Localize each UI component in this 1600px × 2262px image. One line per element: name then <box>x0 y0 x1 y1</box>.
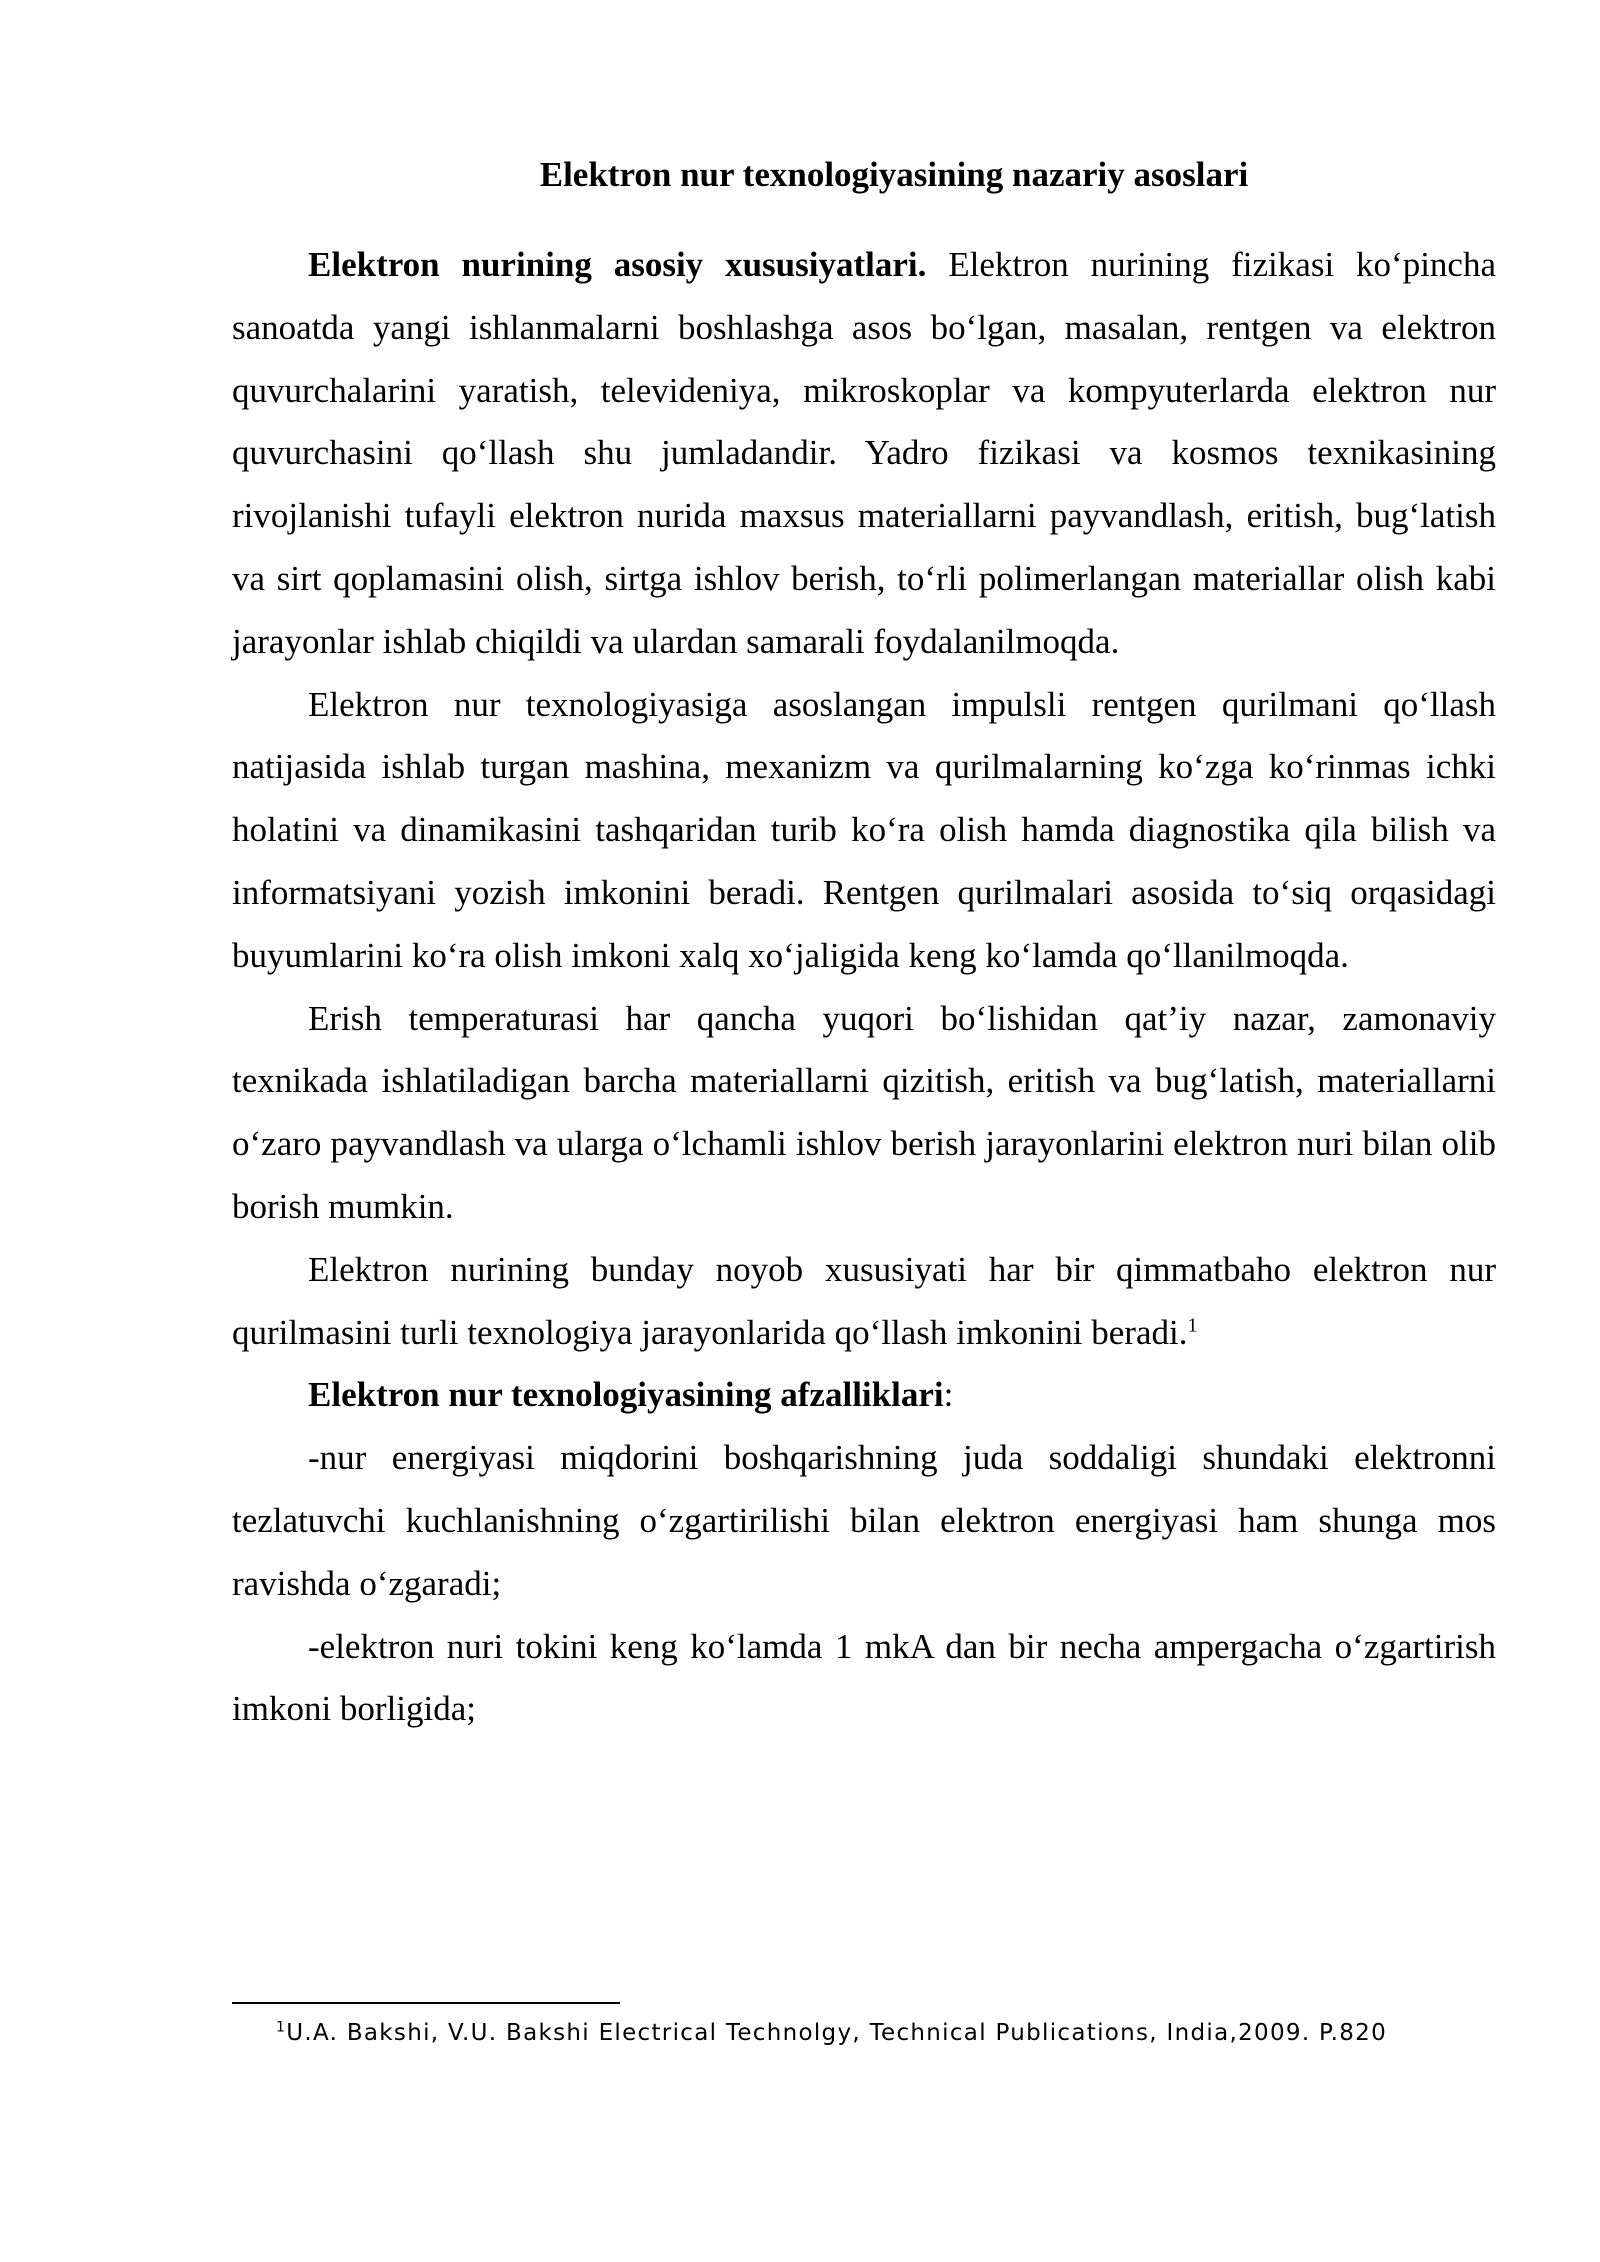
footnote-text: U.A. Bakshi, V.U. Bakshi Electrical Technolgy, Technical Publications, India,2009. P.820 <box>286 2020 1388 2046</box>
footnote-reference[interactable]: 1 <box>1187 1313 1198 1336</box>
footnote <box>276 2016 1387 2050</box>
paragraph-xray-diagnostics: Elektron nur texnologiyasiga asoslangan impulsli rentgen qurilmani qo‘llash natijasida ishlab turgan mashina, mexanizm va qurilmalarning ko‘zga ko‘rinmas ichki holatini va dinamikasini tashqaridan turib ko‘ra olish hamda diagnostika qila bilish va informatsiyani yozish imkonini beradi. Rentgen qurilmalari asosida to‘siq orqasidagi buyumlarini ko‘ra olish imkoni xalq xo‘jaligida keng ko‘lamda qo‘llanilmoqda. <box>232 684 1496 975</box>
footnote-separator <box>232 2002 620 2004</box>
list-item-current-range: -elektron nuri tokini keng ko‘lamda 1 mkA dan bir necha ampergacha o‘zgartirish imkoni borligida; <box>232 1626 1496 1729</box>
heading-colon: : <box>943 1375 954 1415</box>
section-heading-advantages: Elektron nur texnologiyasining afzalliklari <box>308 1375 944 1415</box>
paragraph-advantages-heading <box>232 1364 1496 1427</box>
paragraph-electron-beam-properties <box>232 234 1496 674</box>
paragraph-melting-materials: Erish temperaturasi har qancha yuqori bo‘lishidan qat’iy nazar, zamonaviy texnikada ishlatiladigan barcha materiallarni qizitish, eritish va bug‘latish, materiallarni o‘zaro payvandlash va ularga o‘lchamli ishlov berish jarayonlarini elektron nuri bilan olib borish mumkin. <box>232 998 1496 1226</box>
footnote-marker: 1 <box>276 2019 287 2036</box>
paragraph-text: Elektron nurining fizikasi ko‘pincha sanoatda yangi ishlanmalarni boshlashga asos bo‘lgan, masalan, rentgen va elektron quvurchalarini yaratish, televideniya, mikroskoplar va kompyuterlarda elektron nur quvurchasini qo‘llash shu jumladandir. Yadro fizikasi va kosmos texnikasining rivojlanishi tufayli elektron nurida maxsus materiallarni payvandlash, eritish, bug‘latish va sirt qoplamasini olish, sirtga ishlov berish, to‘rli polimerlangan materiallar olish kabi jarayonlar ishlab chiqildi va ulardan samarali foydalanilmoqda. <box>232 245 1497 661</box>
document-body <box>232 150 1496 1741</box>
list-item-energy-control: -nur energiyasi miqdorini boshqarishning juda soddaligi shundaki elektronni tezlatuvchi kuchlanishning o‘zgartirilishi bilan elektron energiyasi ham shunga mos ravishda o‘zgaradi; <box>232 1438 1496 1603</box>
paragraph-text: Elektron nurining bunday noyob xususiyati har bir qimmatbaho elektron nur qurilmasini turli texnologiya jarayonlarida qo‘llash imkonini beradi. <box>232 1249 1496 1352</box>
paragraph-unique-property <box>232 1239 1496 1365</box>
section-heading-properties: Elektron nurining asosiy xususiyatlari. <box>308 245 927 284</box>
document-title: Elektron nur texnologiyasining nazariy asoslari <box>539 155 1249 194</box>
